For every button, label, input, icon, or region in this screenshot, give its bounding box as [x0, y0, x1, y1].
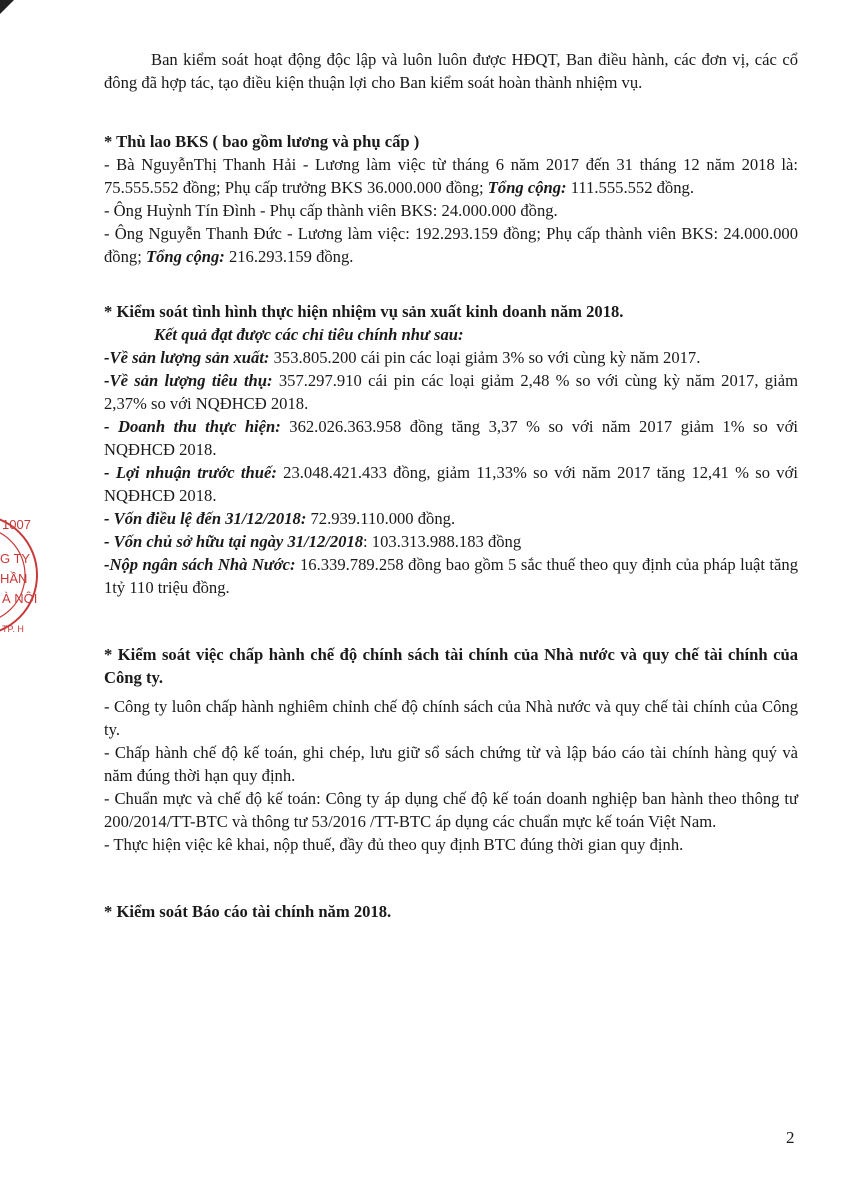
seal-text-line: HẦN	[0, 571, 28, 586]
business-item: - Doanh thu thực hiện: 362.026.363.958 đồng tăng 3,37 % so với năm 2017 giảm 1% so với NQĐHCĐ 2018.	[104, 417, 798, 459]
business-item: -Nộp ngân sách Nhà Nước: 16.339.789.258 đồng bao gồm 5 sắc thuế theo quy định của pháp luật tăng 1tỷ 110 triệu đồng.	[104, 555, 798, 597]
total-label: Tổng cộng:	[145, 247, 225, 266]
scan-corner-mark	[0, 0, 14, 14]
business-heading: * Kiểm soát tình hình thực hiện nhiệm vụ sản xuất kinh doanh năm 2018.	[104, 302, 624, 321]
business-subheading: Kết quả đạt được các chỉ tiêu chính như sau:	[154, 325, 464, 344]
intro-paragraph: Ban kiểm soát hoạt động độc lập và luôn luôn được HĐQT, Ban điều hành, các đơn vị, các cổ đông đã hợp tác, tạo điều kiện thuận lợi cho Ban kiểm soát hoàn thành nhiệm vụ.	[104, 50, 798, 92]
business-item: -Về sản lượng sản xuất: 353.805.200 cái pin các loại giảm 3% so với cùng kỳ năm 2017.	[104, 348, 701, 367]
finance-policy-item: - Chấp hành chế độ kế toán, ghi chép, lưu giữ sổ sách chứng từ và lập báo cáo tài chính hàng quý và năm đúng thời hạn quy định.	[104, 743, 798, 785]
seal-text-line: 1007	[2, 517, 31, 532]
remuneration-heading: * Thù lao BKS ( bao gồm lương và phụ cấp )	[104, 132, 420, 151]
page-number: 2	[786, 1128, 795, 1147]
finance-policy-item: - Công ty luôn chấp hành nghiêm chỉnh chế độ chính sách của Nhà nước và quy chế tài chính của Công ty.	[104, 697, 798, 739]
financial-report-heading: * Kiểm soát Báo cáo tài chính năm 2018.	[104, 902, 392, 921]
total-label: Tổng cộng:	[487, 178, 567, 197]
remuneration-item-3: - Ông Nguyễn Thanh Đức - Lương làm việc: 192.293.159 đồng; Phụ cấp thành viên BKS: 24.000.000 đồng; Tổng cộng: 216.293.159 đồng.	[104, 224, 798, 266]
remuneration-item-2: - Ông Huỳnh Tín Đình - Phụ cấp thành viên BKS: 24.000.000 đồng.	[104, 201, 558, 220]
business-item: -Về sản lượng tiêu thụ: 357.297.910 cái pin các loại giảm 2,48 % so với cùng kỳ năm 2017, giảm 2,37% so với NQĐHCĐ 2018.	[104, 371, 798, 413]
finance-policy-heading: * Kiểm soát việc chấp hành chế độ chính sách tài chính của Nhà nước và quy chế tài chính của Công ty.	[104, 645, 798, 687]
seal-text-line: À NỘI	[2, 591, 38, 606]
seal-text-line: G TY	[0, 551, 31, 566]
finance-policy-item: - Thực hiện việc kê khai, nộp thuế, đầy đủ theo quy định BTC đúng thời gian quy định.	[104, 835, 684, 854]
remuneration-item-1: - Bà NguyễnThị Thanh Hải - Lương làm việc từ tháng 6 năm 2017 đến 31 tháng 12 năm 2018 là: 75.555.552 đồng; Phụ cấp trưởng BKS 36.000.000 đồng; Tổng cộng: 111.555.552 đồng.	[104, 155, 798, 197]
business-item: - Vốn chủ sở hữu tại ngày 31/12/2018: 103.313.988.183 đồng	[104, 532, 522, 551]
finance-policy-item: - Chuẩn mực và chế độ kế toán: Công ty áp dụng chế độ kế toán doanh nghiệp ban hành theo thông tư 200/2014/TT-BTC và thông tư 53/2016 /TT-BTC áp dụng các chuẩn mực kế toán Việt Nam.	[104, 789, 798, 831]
seal-text-line: TP. H	[2, 624, 24, 634]
red-seal-stamp	[0, 500, 40, 650]
business-item: - Lợi nhuận trước thuế: 23.048.421.433 đồng, giảm 11,33% so với năm 2017 tăng 12,41 % so với NQĐHCĐ 2018.	[104, 463, 798, 505]
business-item: - Vốn điều lệ đến 31/12/2018: 72.939.110.000 đồng.	[104, 509, 456, 528]
document-body	[104, 48, 798, 923]
